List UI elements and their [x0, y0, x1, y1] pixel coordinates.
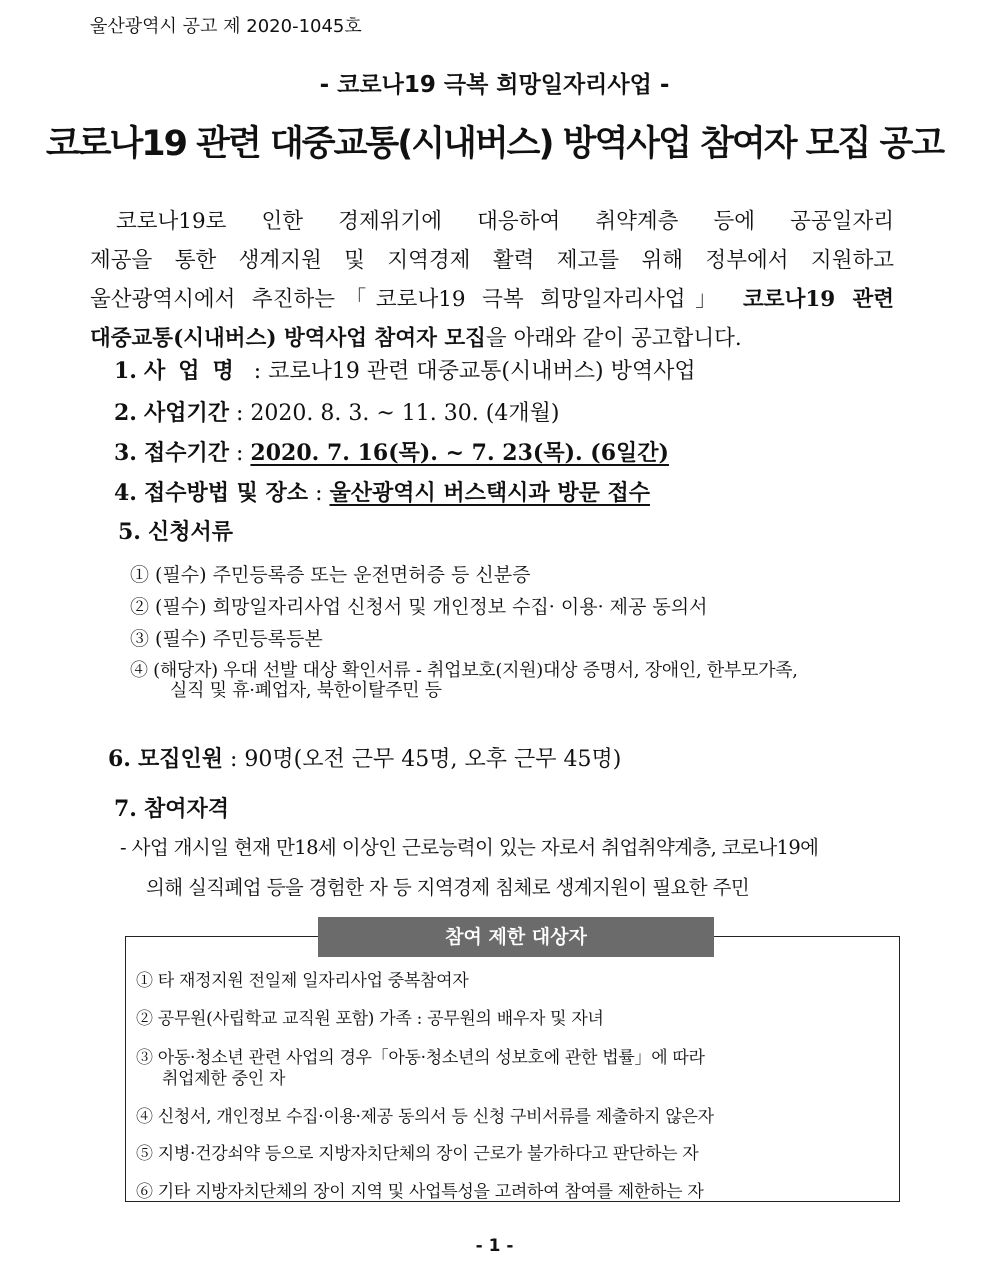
page-number: - 1 -	[475, 1236, 514, 1256]
item-label: 접수기간	[143, 440, 229, 466]
item-label: 사업명	[143, 358, 247, 384]
restriction-item-2: ② 공무원(사립학교 교직원 포함) 가족 : 공무원의 배우자 및 자녀	[136, 1009, 604, 1029]
intro-line-3	[90, 280, 894, 319]
restriction-item-3: ③ 아동·청소년 관련 사업의 경우「아동·청소년의 성보호에 관한 법률」에 따라	[136, 1048, 705, 1068]
intro-line-3-normal: 울산광역시에서 추진하는「코로나19 극복 희망일자리사업」	[90, 287, 727, 312]
notice-number: 울산광역시 공고 제 2020-1045호	[90, 16, 362, 37]
document-item-3: ③ (필수) 주민등록등본	[130, 628, 323, 650]
eligibility-line-2: 의해 실직폐업 등을 경험한 자 등 지역경제 침체로 생계지원이 필요한 주민	[146, 876, 750, 899]
intro-line-4-bold: 대중교통(시내버스) 방역사업 참여자 모집	[90, 326, 486, 351]
item-separator: :	[253, 359, 262, 384]
item-value: 울산광역시 버스택시과 방문 접수	[329, 480, 650, 506]
item-separator: :	[229, 747, 238, 772]
item-value: 90명(오전 근무 45명, 오후 근무 45명)	[244, 747, 622, 772]
item-label: 신청서류	[147, 519, 233, 545]
item-value: 2020. 7. 16(목). ~ 7. 23(목). (6일간)	[250, 440, 669, 466]
restriction-item-5: ⑤ 지병·건강쇠약 등으로 지방자치단체의 장이 근로가 불가하다고 판단하는 자	[136, 1144, 699, 1164]
eligibility-line-1: - 사업 개시일 현재 만18세 이상인 근로능력이 있는 자로서 취업취약계층, 코로나19에	[120, 836, 819, 859]
intro-line-2: 제공을 통한 생계지원 및 지역경제 활력 제고를 위해 정부에서 지원하고	[90, 248, 894, 273]
item-separator: :	[315, 481, 323, 506]
item-number: 7.	[114, 796, 137, 822]
item-separator: :	[235, 441, 244, 466]
intro-line-4-normal: 을 아래와 같이 공고합니다.	[485, 326, 742, 351]
document-item-4-continued: 실직 및 휴·폐업자, 북한이탈주민 등	[170, 680, 442, 701]
intro-line-4	[90, 319, 894, 358]
item-documents	[118, 515, 233, 546]
document-item-4: ④ (해당자) 우대 선발 대상 확인서류 - 취업보호(지원)대상 증명서, 장애인, 한부모가족,	[130, 660, 798, 681]
item-recruit-count	[108, 742, 621, 773]
restriction-item-6: ⑥ 기타 지방자치단체의 장이 지역 및 사업특성을 고려하여 참여를 제한하는 자	[136, 1182, 704, 1202]
item-reception-period	[114, 436, 669, 467]
item-label: 사업기간	[143, 400, 229, 426]
item-reception-method	[114, 476, 650, 507]
item-label: 모집인원	[137, 746, 223, 772]
item-separator: :	[235, 401, 244, 426]
item-number: 2.	[114, 400, 137, 426]
item-project-period	[114, 396, 559, 427]
restriction-item-1: ① 타 재정지원 전일제 일자리사업 중복참여자	[136, 971, 469, 991]
item-project-name	[114, 354, 696, 385]
document-item-1: ① (필수) 주민등록증 또는 운전면허증 등 신분증	[130, 564, 531, 586]
item-number: 1.	[114, 358, 137, 384]
intro-paragraph	[90, 202, 894, 358]
item-value: 코로나19 관련 대중교통(시내버스) 방역사업	[268, 359, 696, 384]
document-subtitle: - 코로나19 극복 희망일자리사업 -	[319, 72, 670, 98]
restriction-item-4: ④ 신청서, 개인정보 수집·이용·제공 동의서 등 신청 구비서류를 제출하지 않은자	[136, 1107, 714, 1127]
intro-line-1: 코로나19로 인한 경제위기에 대응하여 취약계층 등에 공공일자리	[116, 209, 894, 234]
item-label: 참여자격	[143, 796, 229, 822]
document-item-2: ② (필수) 희망일자리사업 신청서 및 개인정보 수집· 이용· 제공 동의서	[130, 596, 708, 618]
restriction-header: 참여 제한 대상자	[318, 917, 714, 957]
item-number: 4.	[114, 480, 137, 506]
item-label: 접수방법 및 장소	[143, 480, 309, 506]
restriction-item-3-continued: 취업제한 중인 자	[162, 1069, 286, 1089]
document-title: 코로나19 관련 대중교통(시내버스) 방역사업 참여자 모집 공고	[45, 124, 944, 164]
item-eligibility	[114, 792, 229, 823]
item-number: 6.	[108, 746, 131, 772]
item-number: 5.	[118, 519, 141, 545]
item-value: 2020. 8. 3. ~ 11. 30. (4개월)	[250, 401, 560, 426]
item-number: 3.	[114, 440, 137, 466]
intro-line-3-bold: 코로나19 관련	[743, 287, 894, 312]
